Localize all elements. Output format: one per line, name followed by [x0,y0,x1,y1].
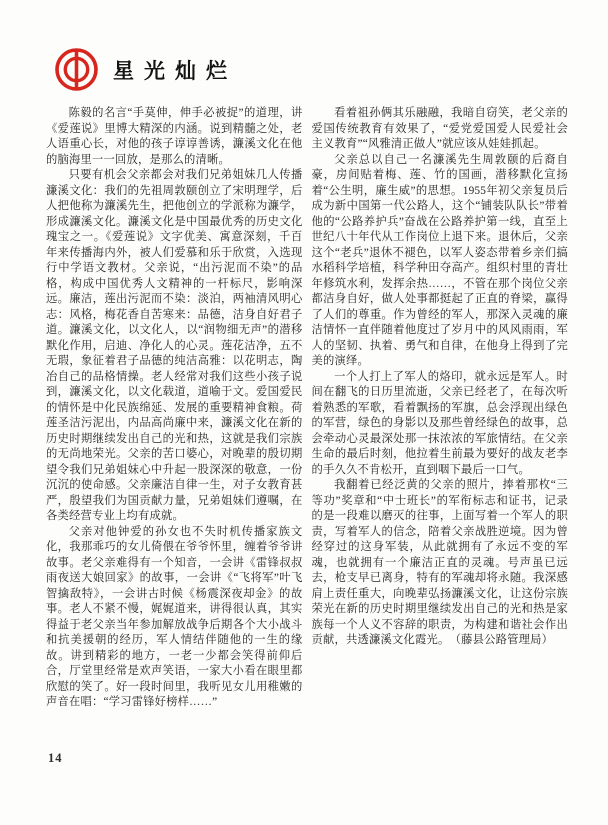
article-paragraph: 父亲总以自己一名濂溪先生周敦颐的后裔自豪，房间贴着梅、莲、竹的国画，潜移默化宣扬着“公生明，廉生威”的思想。1955年初父亲复员后成为新中国第一代公路人，这个“铺装队队长”带着他的“公路养护兵”奋战在公路养护第一线，直至上世纪八十年代从工作岗位上退下来。退休后，父亲这个“老兵”退休不褪色，以军人姿态带着乡亲们搞水稻科学培植，科学种田夺高产。组织村里的青壮年修筑水利，发挥余热……，不管在那个岗位父亲都洁身自好，做人处事都挺起了正直的脊梁，赢得了人们的尊重。作为曾经的军人，那深入灵魂的廉洁情怀一直伴随着他度过了岁月中的风风雨雨，军人的坚韧、执着、勇气和自律，在他身上得到了完美的演绎。 [311,153,568,367]
article-paragraph: 我翻着已经泛黄的父亲的照片，捧着那枚“三等功”奖章和“中士班长”的军衔标志和证书，记录的是一段难以磨灭的往事，上面写着一个军人的职责，写着军人的信念，陪着父亲战胜逆境。因为曾经穿过的这身军装，从此就拥有了永远不变的军魂，也就拥有一个廉洁正直的灵魂。号声虽已远去，枪支早已离身，特有的军魂却将永随。我深感肩上责任重大，向晚辈弘扬濂溪文化，让这份宗族荣光在新的历史时期里继续发出自己的光和热是家族每一个人义不容辞的职责，为构建和谐社会作出贡献，共透濂溪文化霞光。 （藤县公路管理局） [311,479,568,646]
article-body [46,106,568,711]
brand-title: 星光灿烂 [113,59,237,83]
article-paragraph: 陈毅的名言“手莫伸，伸手必被捉”的道理，讲《爱莲说》里博大精深的内涵。说到精髓之处，老人语重心长，对他的孩子谆谆善诱，濂溪文化在他的脑海里一一回放，是那么的清晰。 [46,107,303,166]
article-paragraph: 看着祖孙俩其乐融融，我暗自窃笑，老父亲的爱国传统教育有效果了，“爱党爱国爱人民爱社会主义教育”“风雅清正做人”就应该从娃娃抓起。 [311,107,568,150]
page-header [54,47,237,92]
article-column-right [312,106,569,711]
article-column-left [46,106,303,711]
trade-union-emblem-icon [54,47,99,92]
article-paragraph: 只要有机会父亲都会对我们兄弟姐妹几人传播濂溪文化：我们的先祖周敦颐创立了宋明理学，后人把他称为濂溪先生，把他创立的学派称为濂学，形成濂溪文化。濂溪文化是中国最优秀的历史文化瑰宝之一。《爱莲说》文字优美、寓意深刻，千百年来传播海内外，被人们爱慕和乐于欣赏，入选现行中学语文教材。父亲说，“出污泥而不染”的品格，构成中国优秀人文精神的一杆标尺，影响深远。廉洁，莲出污泥而不染：淡泊，两袖清风明心志：风格，梅花香自苦寒来：品德，洁身自好君子道。濂溪文化，以文化人，以“润物细无声”的潜移默化作用，启迪、净化人的心灵。莲花洁净，五不无瑕，象征着君子品德的纯洁高雅：以花明志，陶冶自己的品格情操。老人经常对我们这些小孩子说到，濂溪文化，以文化载道，道喻于文。爱国爱民的情怀是中化民族绵延、发展的重要精神食粮。荷莲圣洁污泥出，内品高尚廉中来，濂溪文化在新的历史时期继续发出自己的光和热，这就是我们宗族的无尚地荣光。父亲的苦口婆心，对晚辈的殷切期望令我们兄弟姐妹心中升起一股深深的敬意，一份沉沉的使命感。父亲廉洁自律一生，对子女教育甚严，殷望我们为国贡献力量，兄弟姐妹们遵嘱，在各类经营专业上均有成就。 [46,169,303,522]
page-number: 14 [48,751,63,765]
article-paragraph: 父亲对他钟爱的孙女也不失时机传播家族文化，我那乖巧的女儿倚偎在爷爷怀里，缠着爷爷讲故事。老父亲难得有一个知音，一会讲《雷锋叔叔雨夜送大娘回家》的故事，一会讲《“飞将军”叶飞智擒敌特》，一会讲古时候《杨震深夜却金》的故事。老人不紧不慢，娓娓道来，讲得很认真，其实得益于老父亲当年参加解放战争后期各个大小战斗和抗美援朝的经历，军人情结伴随他的一生的缘故。讲到精彩的地方，一老一少都会笑得前仰后合，厅堂里经常是欢声笑语，一家大小看在眼里都欣慰的笑了。好一段时间里，我听见女儿用稚嫩的声音在唱：“学习雷锋好榜样……” [46,525,303,708]
article-paragraph: 一个人打上了军人的烙印，就永远是军人。时间在翻飞的日历里流逝，父亲已经老了，在每次听着熟悉的军歌，看着飘扬的军旗，总会浮现出绿色的军营，绿色的身影以及那些曾经绿色的故事，总会牵动心灵最深处那一抹浓浓的军旅情结。在父亲生命的最后时刻，他拉着生前最为要好的战友老李的手久久不肯松开，直到咽下最后一口气。 [311,370,568,476]
